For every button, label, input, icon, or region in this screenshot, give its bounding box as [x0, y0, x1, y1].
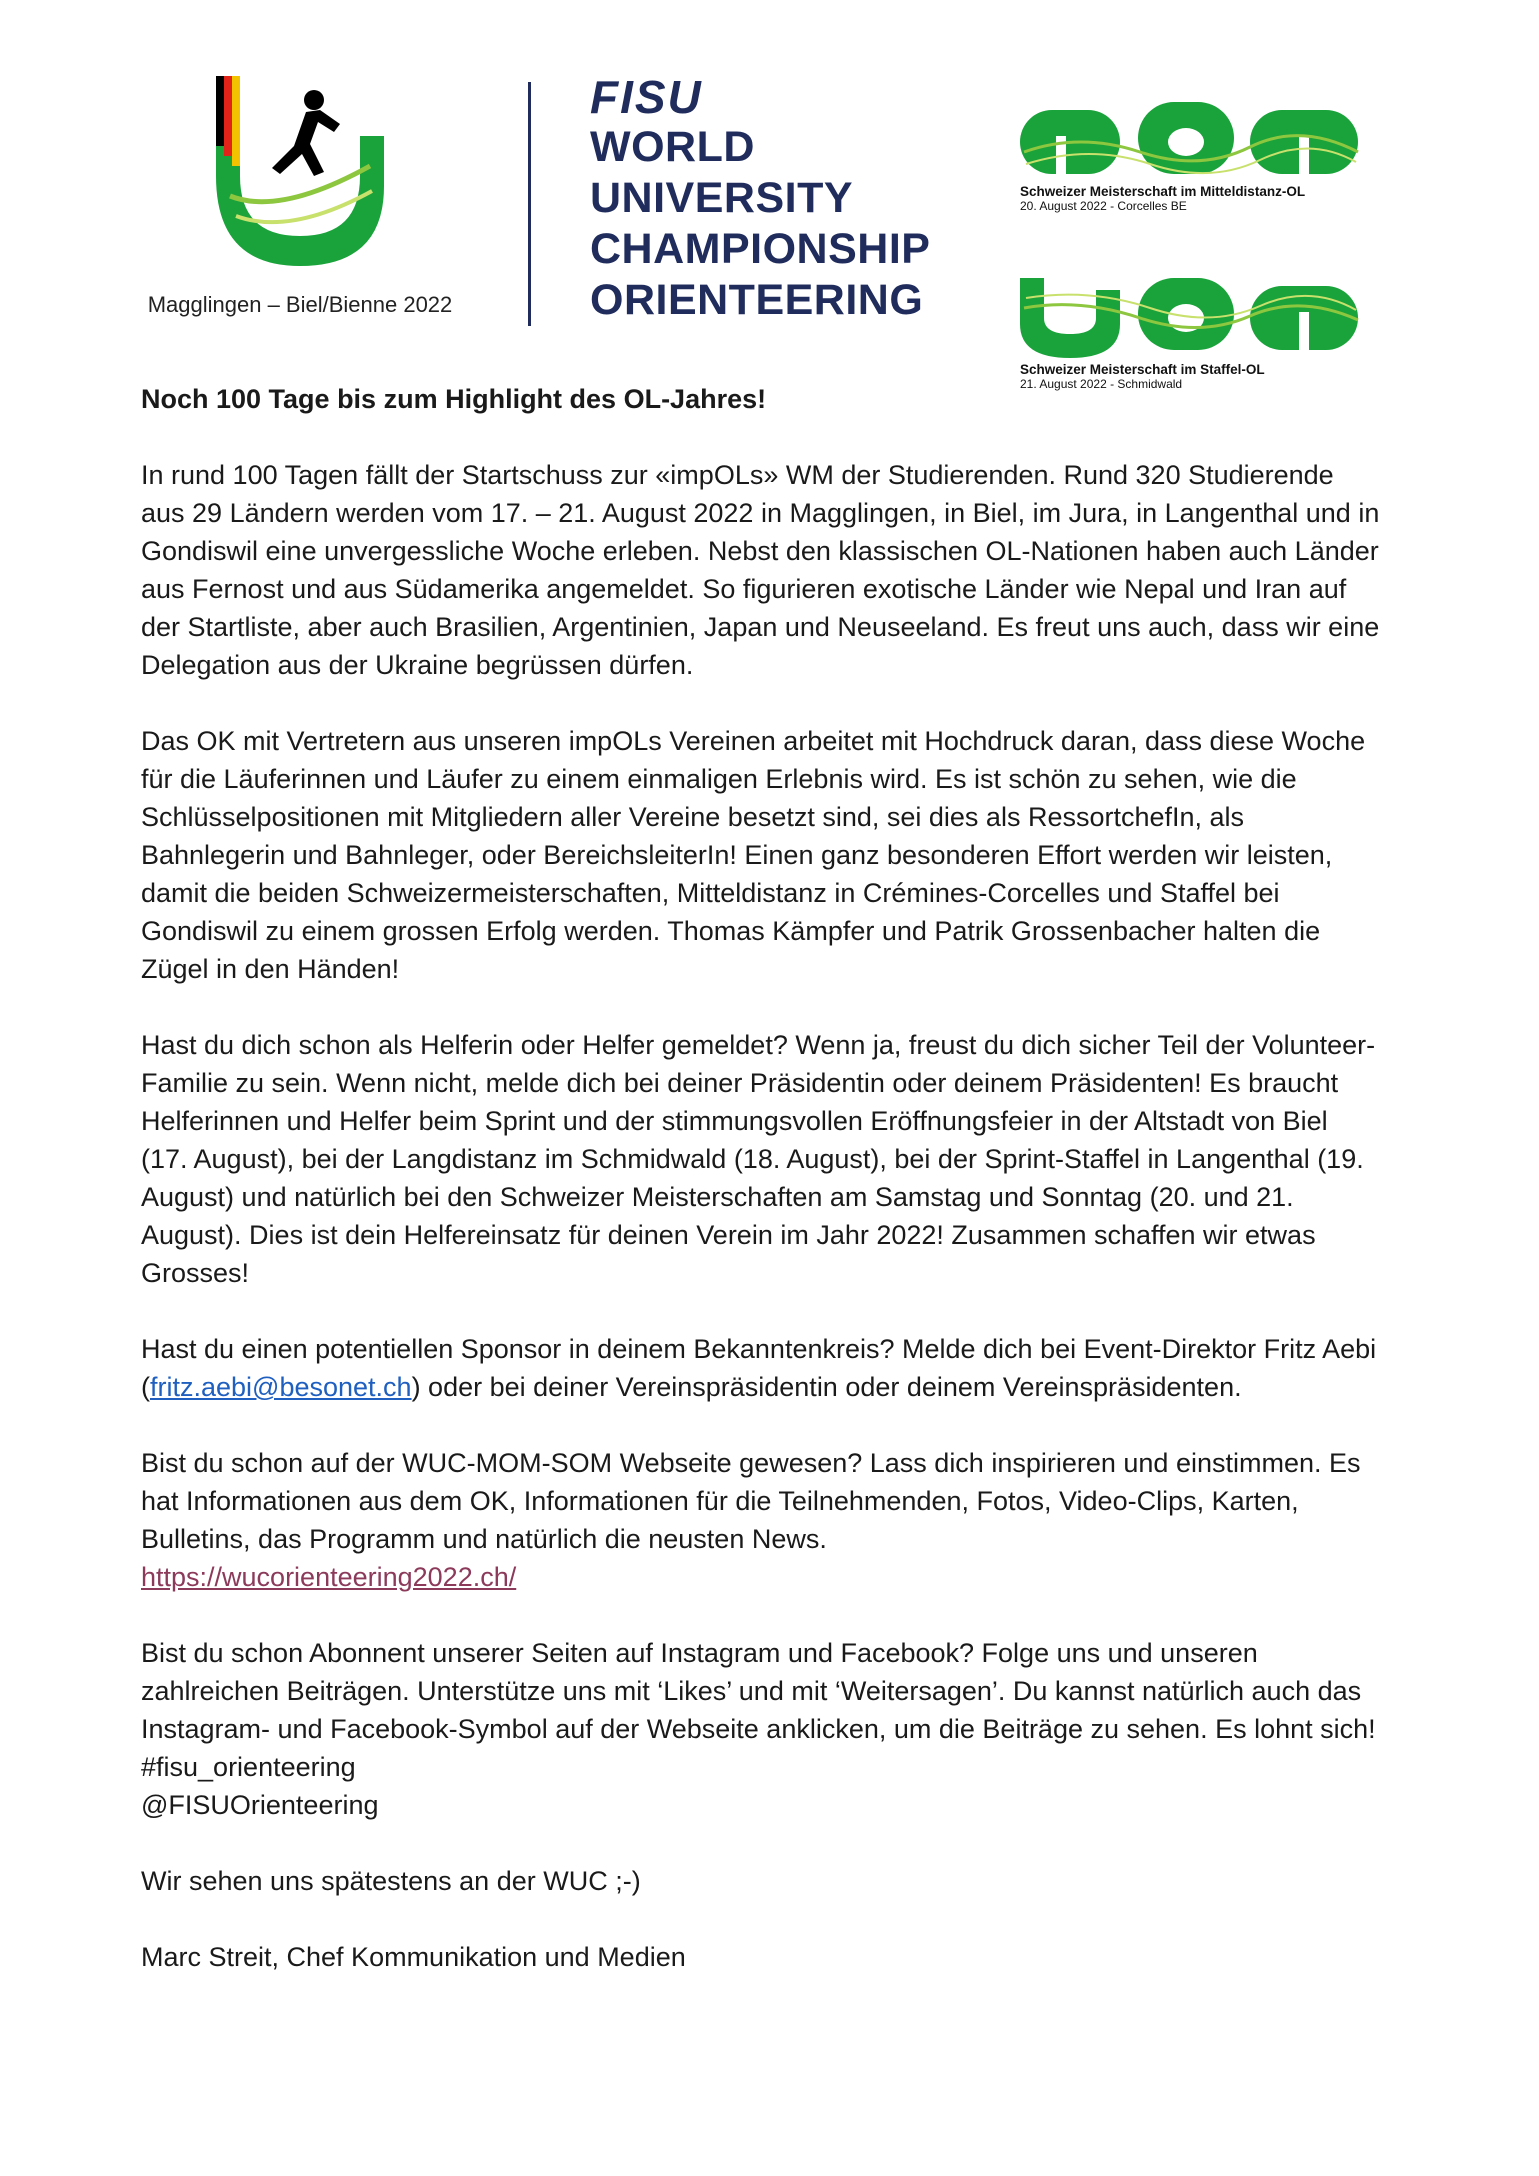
- fisu-wordmark: [590, 72, 930, 326]
- hashtag: #fisu_orienteering: [141, 1752, 356, 1782]
- website-link[interactable]: https://wucorienteering2022.ch/: [141, 1562, 517, 1592]
- runner-emblem-icon: [210, 76, 390, 276]
- closing-line: Wir sehen uns spätestens an der WUC ;-): [141, 1866, 641, 1896]
- paragraph-intro: In rund 100 Tagen fällt der Startschuss zur «impOLs» WM der Studierenden. Rund 320 Studierende aus 29 Ländern werden vom 17. – 21. August 2022 in Magglingen, in Biel, im Jura, in Langenthal und in Gondiswil eine unvergessliche Woche erleben. Nebst den klassischen OL-Nationen haben auch Länder aus Fernost und aus Südamerika angemeldet. So figurieren exotische Länder wie Nepal und Iran auf der Startliste, aber auch Brasilien, Argentinien, Japan und Neuseeland. Es freut uns auch, dass wir eine Delegation aus der Ukraine begrüssen dürfen.: [141, 460, 1380, 680]
- paragraph-website: [141, 1444, 1381, 1596]
- letter-body: [141, 380, 1381, 2014]
- social-text: Bist du schon Abonnent unserer Seiten auf Instagram und Facebook? Folge uns und unseren zahlreichen Beiträgen. Unterstütze uns mit ‘Likes’ und mit ‘Weitersagen’. Du kannst natürlich auch das Instagram- und Facebook-Symbol auf der Webseite anklicken, um die Beiträge zu sehen. Es lohnt sich!: [141, 1638, 1376, 1744]
- fisu-line-university: UNIVERSITY: [590, 174, 854, 222]
- mom-logo: [1020, 92, 1376, 213]
- paragraph-ok: Das OK mit Vertretern aus unseren impOLs Vereinen arbeitet mit Hochdruck daran, dass diese Woche für die Läuferinnen und Läufer zu einem einmaligen Erlebnis wird. Es ist schön zu sehen, wie die Schlüsselpositionen mit Mitgliedern aller Vereine besetzt sind, sei dies als RessortchefIn, als Bahnlegerin und Bahnleger, oder BereichsleiterIn! Einen ganz besonderen Effort werden wir leisten, damit die beiden Schweizermeisterschaften, Mitteldistanz in Crémines-Corcelles und Staffel bei Gondiswil zu einem grossen Erfolg werden. Thomas Kämpfer und Patrik Grossenbacher halten die Zügel in den Händen!: [141, 726, 1366, 984]
- paragraph-social: [141, 1634, 1381, 1824]
- fisu-line-orienteering: ORIENTEERING: [590, 276, 924, 324]
- logo-divider: [528, 82, 531, 326]
- mom-title: Schweizer Meisterschaft im Mitteldistanz-OL: [1020, 184, 1306, 199]
- wuc-caption: Magglingen – Biel/Bienne 2022: [147, 292, 453, 317]
- sponsor-text-after: ) oder bei deiner Vereinspräsidentin oder deinem Vereinspräsidenten.: [411, 1372, 1242, 1402]
- social-handle: @FISUOrienteering: [141, 1790, 379, 1820]
- fisu-line-championship: CHAMPIONSHIP: [590, 225, 931, 273]
- mom-wordmark-icon: [1020, 92, 1360, 182]
- wuc-logo: [124, 76, 476, 336]
- paragraph-volunteers: Hast du dich schon als Helferin oder Helfer gemeldet? Wenn ja, freust du dich sicher Teil der Volunteer-Familie zu sein. Wenn nicht, melde dich bei deiner Präsidentin oder deinem Präsidenten! Es braucht Helferinnen und Helfer beim Sprint und der stimmungsvollen Eröffnungsfeier in der Altstadt von Biel (17. August), bei der Langdistanz im Schmidwald (18. August), bei der Sprint-Staffel in Langenthal (19. August) und natürlich bei den Schweizer Meisterschaften am Samstag und Sonntag (20. und 21. August). Dies ist dein Helfereinsatz für deinen Verein im Jahr 2022! Zusammen schaffen wir etwas Grosses!: [141, 1030, 1376, 1288]
- sponsor-text-before: Hast du einen potentiellen Sponsor in deinem Bekanntenkreis? Melde dich bei Event-Direktor Fritz Aebi (: [141, 1334, 1377, 1402]
- sponsor-email-link[interactable]: fritz.aebi@besonet.ch: [150, 1372, 412, 1402]
- fisu-mark: FISU: [590, 71, 703, 123]
- mom-date: 20. August 2022 - Corcelles BE: [1020, 199, 1187, 213]
- signature: Marc Streit, Chef Kommunikation und Medien: [141, 1942, 686, 1972]
- letter-heading: Noch 100 Tage bis zum Highlight des OL-Jahres!: [141, 384, 767, 414]
- website-text: Bist du schon auf der WUC-MOM-SOM Webseite gewesen? Lass dich inspirieren und einstimmen. Es hat Informationen aus dem OK, Informationen für die Teilnehmenden, Fotos, Video-Clips, Karten, Bulletins, das Programm und natürlich die neusten News.: [141, 1448, 1361, 1554]
- fisu-line-world: WORLD: [590, 123, 755, 171]
- som-date: 21. August 2022 - Schmidwald: [1020, 377, 1183, 391]
- som-title: Schweizer Meisterschaft im Staffel-OL: [1020, 362, 1265, 377]
- som-wordmark-icon: [1020, 268, 1360, 360]
- som-logo: [1020, 268, 1376, 391]
- paragraph-sponsor: [141, 1330, 1381, 1406]
